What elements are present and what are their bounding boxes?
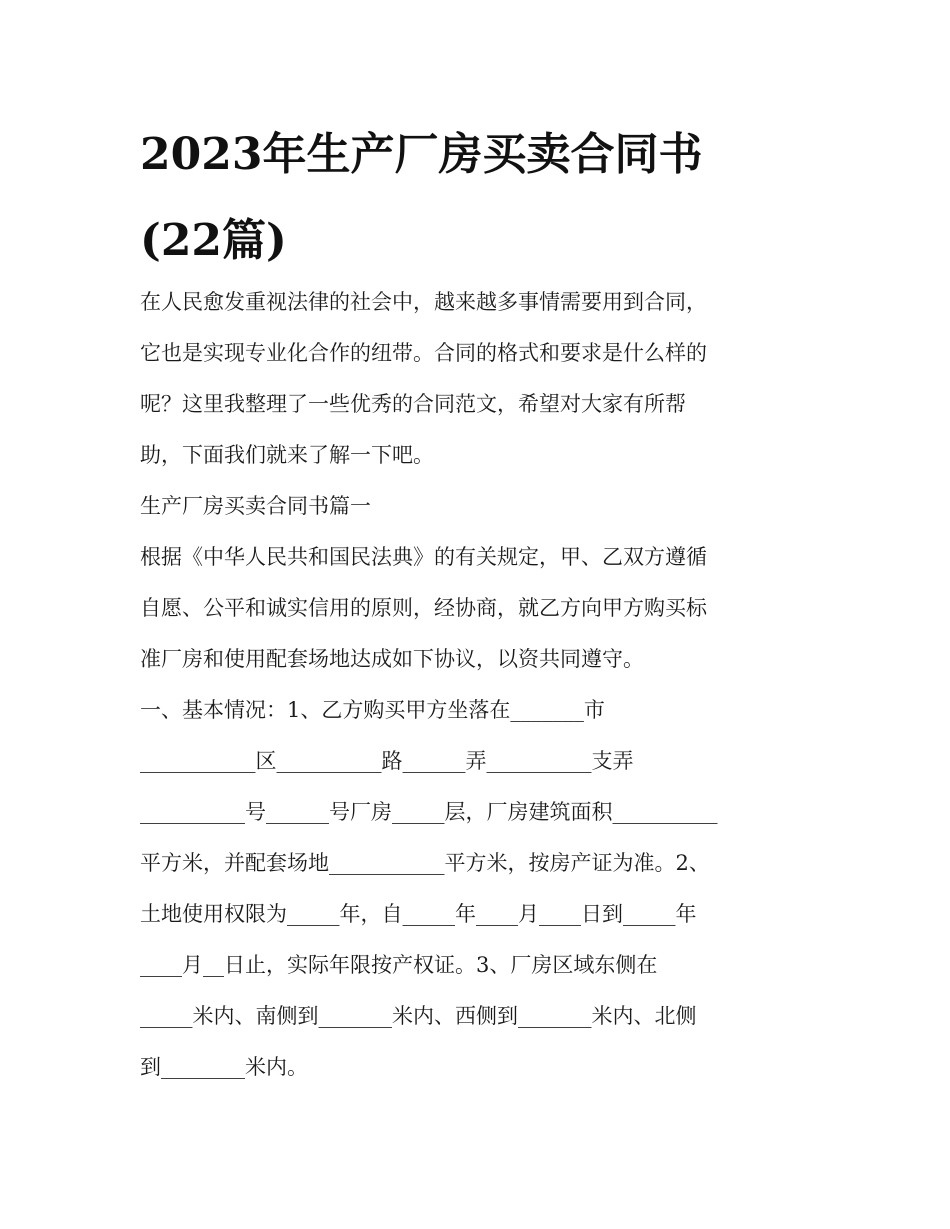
- contract-line: 到________米内。: [140, 1055, 308, 1079]
- title-line: (22篇): [140, 215, 287, 266]
- intro-line: 助，下面我们就来了解一下吧。: [140, 443, 434, 467]
- contract-line: 根据《中华人民共和国民法典》的有关规定，甲、乙双方遵循: [140, 545, 707, 569]
- contract-line: 准厂房和使用配套场地达成如下协议，以资共同遵守。: [140, 647, 644, 671]
- intro-line: 在人民愈发重视法律的社会中，越来越多事情需要用到合同，: [140, 290, 707, 314]
- section-heading: 生产厂房买卖合同书篇一: [140, 494, 371, 518]
- contract-line: ____月__日止，实际年限按产权证。3、厂房区域东侧在: [140, 953, 658, 977]
- contract-line: ___________区__________路______弄__________支弄: [140, 749, 634, 773]
- intro-line: 它也是实现专业化合作的纽带。合同的格式和要求是什么样的: [140, 341, 707, 365]
- contract-line: 平方米，并配套场地___________平方米，按房产证为准。2、: [140, 851, 710, 875]
- title-line: 2023年生产厂房买卖合同书: [140, 129, 703, 180]
- intro-line: 呢？这里我整理了一些优秀的合同范文，希望对大家有所帮: [140, 392, 686, 416]
- contract-line: __________号______号厂房_____层，厂房建筑面积__________: [140, 800, 718, 824]
- document-title: [140, 112, 840, 284]
- contract-line: 土地使用权限为_____年，自_____年____月____日到_____年: [140, 902, 697, 926]
- document-body: [140, 277, 820, 1093]
- contract-line: _____米内、南侧到_______米内、西侧到_______米内、北侧: [140, 1004, 697, 1028]
- contract-line: 一、基本情况：1、乙方购买甲方坐落在_______市: [140, 698, 605, 722]
- contract-line: 自愿、公平和诚实信用的原则，经协商，就乙方向甲方购买标: [140, 596, 707, 620]
